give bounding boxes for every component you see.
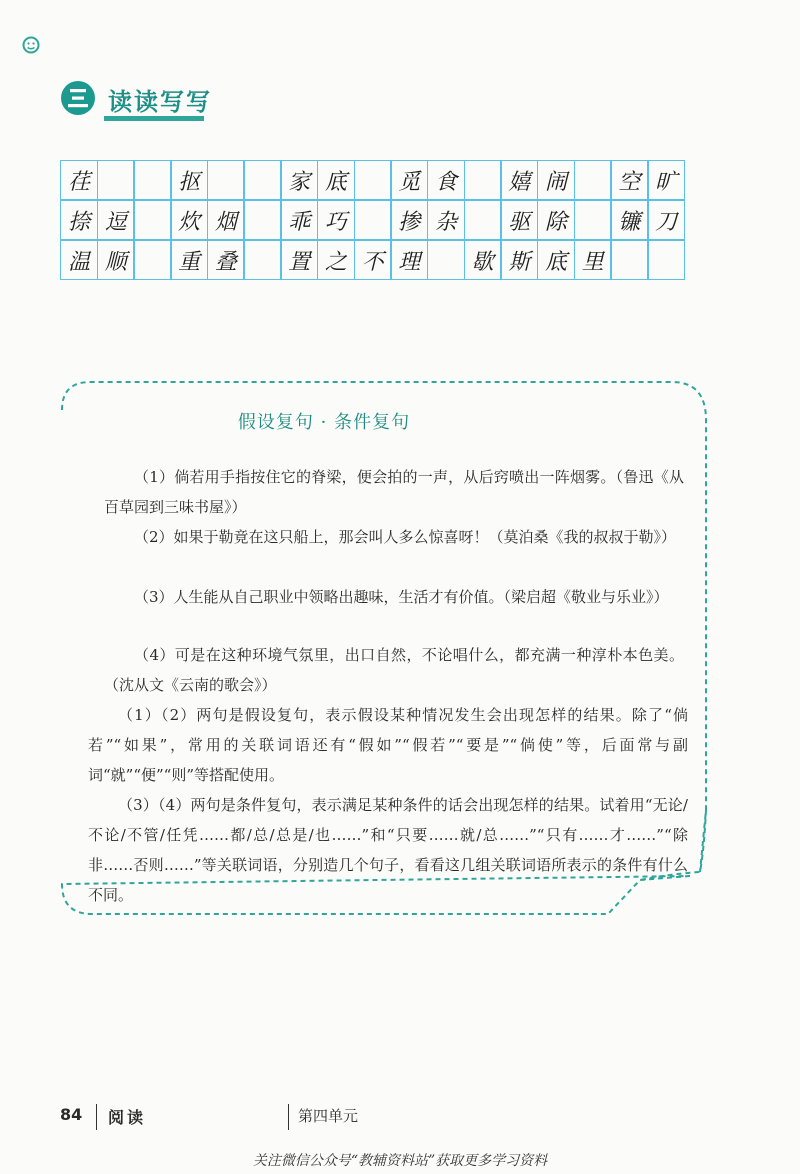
- vocab-cell: 嬉: [500, 160, 538, 200]
- vocab-row: [60, 160, 684, 200]
- vocab-cell: [647, 240, 685, 280]
- example-2: （2）如果于勒竟在这只船上，那会叫人多么惊喜呀！（莫泊桑《我的叔叔于勒》）: [134, 528, 677, 546]
- vocab-cell: 镰: [610, 200, 648, 240]
- vocab-cell: [207, 160, 245, 200]
- example-3: （3）人生能从自己职业中领略出趣味，生活才有价值。（梁启超《敬业与乐业》）: [134, 588, 669, 606]
- vocab-cell: 叠: [207, 240, 245, 280]
- vocab-cell: [354, 160, 392, 200]
- footer-divider: [288, 1104, 289, 1130]
- vocab-cell: 旷: [647, 160, 685, 200]
- vocab-cell: [243, 240, 281, 280]
- section-three-icon: [60, 80, 96, 116]
- vocab-cell: 觅: [390, 160, 428, 200]
- vocab-cell: 掺: [390, 200, 428, 240]
- vocab-row: [60, 200, 684, 240]
- vocab-cell: [574, 200, 612, 240]
- page-number: 84: [60, 1105, 83, 1124]
- smiley-icon: [22, 36, 40, 54]
- vocab-cell: 家: [280, 160, 318, 200]
- footer-note: 关注微信公众号“教辅资料站”获取更多学习资料: [252, 1153, 548, 1169]
- footer-unit: 第四单元: [298, 1107, 359, 1125]
- vocab-cell: 里: [574, 240, 612, 280]
- vocab-cell: 置: [280, 240, 318, 280]
- vocab-cell: [133, 200, 171, 240]
- vocab-cell: 底: [317, 160, 355, 200]
- vocab-row: [60, 240, 684, 280]
- vocab-cell: [133, 240, 171, 280]
- vocab-cell: 乖: [280, 200, 318, 240]
- vocab-cell: 抠: [170, 160, 208, 200]
- vocab-grid: [60, 160, 684, 280]
- vocab-cell: 捺: [60, 200, 98, 240]
- footer-divider: [96, 1104, 97, 1130]
- vocab-cell: [574, 160, 612, 200]
- vocab-cell: [464, 160, 502, 200]
- vocab-cell: 空: [610, 160, 648, 200]
- vocab-cell: 荏: [60, 160, 98, 200]
- vocab-cell: 理: [390, 240, 428, 280]
- vocab-cell: [354, 200, 392, 240]
- vocab-cell: 温: [60, 240, 98, 280]
- vocab-cell: 顺: [97, 240, 135, 280]
- footer-section: 阅读: [108, 1108, 147, 1127]
- vocab-cell: 食: [427, 160, 465, 200]
- section-title: 读读写写: [108, 87, 212, 116]
- vocab-cell: 逗: [97, 200, 135, 240]
- vocab-cell: [243, 160, 281, 200]
- vocab-cell: 重: [170, 240, 208, 280]
- vocab-cell: 巧: [317, 200, 355, 240]
- example-1: （1）倘若用手指按住它的脊梁，便会拍的一声，从后窍喷出一阵烟雾。（鲁迅《从百草园到三味书屋》）: [104, 468, 684, 516]
- vocab-cell: 之: [317, 240, 355, 280]
- vocab-cell: [243, 200, 281, 240]
- vocab-cell: 不: [354, 240, 392, 280]
- vocab-cell: 驱: [500, 200, 538, 240]
- explanation-2: （3）（4）两句是条件复句，表示满足某种条件的话会出现怎样的结果。试着用“无论/不论/不管/任凭……都/总/总是/也……”和“只要……就/总……”“只有……才……”“除非……否则……”等关联词语，分别造几个句子，看看这几组关联词语所表示的条件有什么不同。: [88, 796, 688, 904]
- vocab-cell: 闹: [537, 160, 575, 200]
- vocab-cell: 炊: [170, 200, 208, 240]
- vocab-cell: 底: [537, 240, 575, 280]
- title-underline: [104, 116, 204, 121]
- vocab-cell: 除: [537, 200, 575, 240]
- vocab-cell: [464, 200, 502, 240]
- vocab-cell: 歇: [464, 240, 502, 280]
- vocab-cell: [427, 240, 465, 280]
- vocab-cell: [133, 160, 171, 200]
- example-4: （4）可是在这种环境气氛里，出口自然，不论唱什么，都充满一种淳朴本色美。（沈从文《云南的歌会》）: [104, 646, 684, 694]
- vocab-cell: [610, 240, 648, 280]
- vocab-cell: [97, 160, 135, 200]
- vocab-cell: 烟: [207, 200, 245, 240]
- vocab-cell: 杂: [427, 200, 465, 240]
- grammar-box-title: 假设复句 · 条件复句: [237, 412, 411, 433]
- vocab-cell: 刀: [647, 200, 685, 240]
- vocab-cell: 斯: [500, 240, 538, 280]
- explanation-1: （1）（2）两句是假设复句，表示假设某种情况发生会出现怎样的结果。除了“倘若”“如果”，常用的关联词语还有“假如”“假若”“要是”“倘使”等，后面常与副词“就”“便”“则”等搭配使用。: [88, 706, 688, 784]
